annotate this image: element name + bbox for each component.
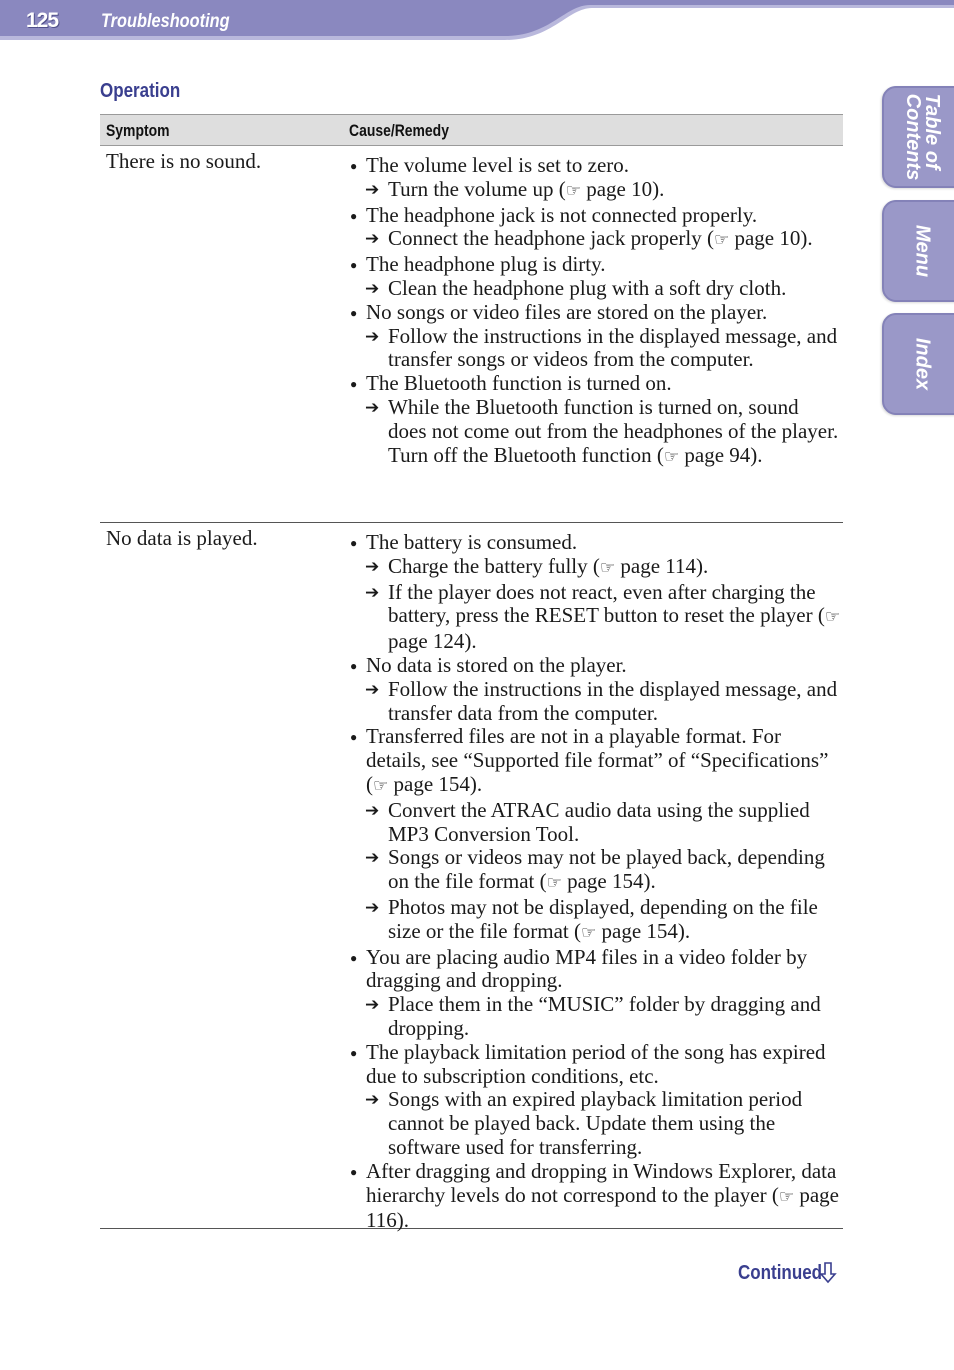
tab-label: Index [911, 337, 934, 391]
remedy-item: ➔ While the Bluetooth function is turned on, sound does not come out from the headphones of the player. Turn off the Bluetooth function (☞ page 94). [365, 394, 839, 467]
right-arrow-icon: ➔ [365, 229, 380, 250]
continued-label: Continued [738, 1262, 823, 1284]
pointing-hand-icon: ☞ [663, 446, 680, 467]
remedy-item: ➔ Follow the instructions in the displayed message, and transfer data from the computer. [365, 676, 838, 725]
remedy-item: ➔ Songs or videos may not be played back, depending on the file format (☞ page 154). [365, 845, 825, 894]
cause-item: ● No songs or video files are stored on the player. [350, 301, 842, 325]
cause-item: ● Transferred files are not in a playable format. For details, see “Supported file format” of “Specifications” (☞ page 154). [350, 725, 842, 798]
pointing-hand-icon: ☞ [565, 180, 581, 201]
cause-item: ● The headphone jack is not connected properly. [350, 204, 842, 228]
right-arrow-icon: ➔ [365, 800, 380, 821]
right-arrow-icon: ➔ [365, 397, 380, 418]
table-row [100, 146, 843, 523]
right-arrow-icon: ➔ [365, 278, 380, 299]
remedy-item: ➔ Follow the instructions in the displayed message, and transfer songs or videos from the computer. [365, 323, 838, 372]
table-header [100, 114, 843, 146]
cause-item: ● No data is stored on the player. [350, 654, 842, 678]
remedy-item: ➔ If the player does not react, even after charging the battery, press the RESET button to reset the player (☞ page 124). [365, 579, 841, 654]
cause-item: ● The Bluetooth function is turned on. [350, 372, 842, 396]
tab-index[interactable] [882, 313, 954, 415]
right-arrow-icon: ➔ [365, 582, 380, 603]
symptom-cell: No data is played. [106, 526, 258, 550]
remedy-item: ➔ Photos may not be displayed, depending on the file size or the file format (☞ page 154). [365, 894, 818, 943]
tab-label: Menu [911, 224, 934, 278]
section-title: Troubleshooting [101, 11, 230, 32]
right-arrow-icon: ➔ [365, 556, 380, 577]
right-arrow-icon: ➔ [365, 326, 380, 347]
cause-item: ● The headphone plug is dirty. [350, 253, 842, 277]
pointing-hand-icon: ☞ [778, 1186, 795, 1207]
section-heading: Operation [100, 80, 181, 102]
cause-item: ● The battery is consumed. [350, 531, 842, 555]
down-arrow-icon [819, 1262, 837, 1284]
remedy-item: ➔ Place them in the “MUSIC” folder by dragging and dropping. [365, 992, 821, 1040]
remedy-item: ➔ Connect the headphone jack properly (☞ page 10). [365, 226, 813, 251]
remedy-item: ➔ Charge the battery fully (☞ page 114). [365, 553, 709, 578]
remedy-item: ➔ Songs with an expired playback limitation period cannot be played back. Update them using the software used for transferring. [365, 1087, 803, 1159]
pointing-hand-icon: ☞ [546, 873, 562, 894]
page-header [0, 0, 954, 40]
tab-menu[interactable] [882, 200, 954, 302]
symptom-cell: There is no sound. [106, 149, 262, 173]
cause-cell [350, 154, 842, 469]
cause-item: ● The playback limitation period of the song has expired due to subscription conditions, etc. [350, 1041, 842, 1089]
pointing-hand-icon: ☞ [581, 922, 597, 943]
remedy-item: ➔ Turn the volume up (☞ page 10). [365, 176, 665, 201]
tab-label: Table of Contents [902, 93, 943, 181]
cause-item: ● You are placing audio MP4 files in a video folder by dragging and dropping. [350, 946, 842, 994]
tab-table-of-contents[interactable] [882, 86, 954, 188]
cause-item: ● The volume level is set to zero. [350, 154, 842, 178]
right-arrow-icon: ➔ [365, 1090, 380, 1111]
page-number: 125 [26, 9, 59, 32]
cause-cell [350, 531, 842, 1233]
troubleshooting-table [100, 114, 843, 1233]
right-arrow-icon: ➔ [365, 995, 380, 1016]
pointing-hand-icon: ☞ [824, 607, 841, 628]
pointing-hand-icon: ☞ [599, 557, 616, 578]
table-row [100, 523, 843, 1233]
cause-item: ● After dragging and dropping in Windows Explorer, data hierarchy levels do not correspond to the player (☞ page 116). [350, 1160, 842, 1233]
remedy-item: ➔ Convert the ATRAC audio data using the supplied MP3 Conversion Tool. [365, 797, 810, 846]
remedy-item: ➔ Clean the headphone plug with a soft dry cloth. [365, 275, 787, 300]
column-header-symptom: Symptom [106, 121, 170, 140]
pointing-hand-icon: ☞ [713, 230, 730, 251]
right-arrow-icon: ➔ [365, 848, 380, 869]
right-arrow-icon: ➔ [365, 179, 380, 200]
pointing-hand-icon: ☞ [373, 775, 389, 796]
right-arrow-icon: ➔ [365, 897, 380, 918]
right-arrow-icon: ➔ [365, 679, 380, 700]
column-header-cause: Cause/Remedy [349, 121, 449, 140]
